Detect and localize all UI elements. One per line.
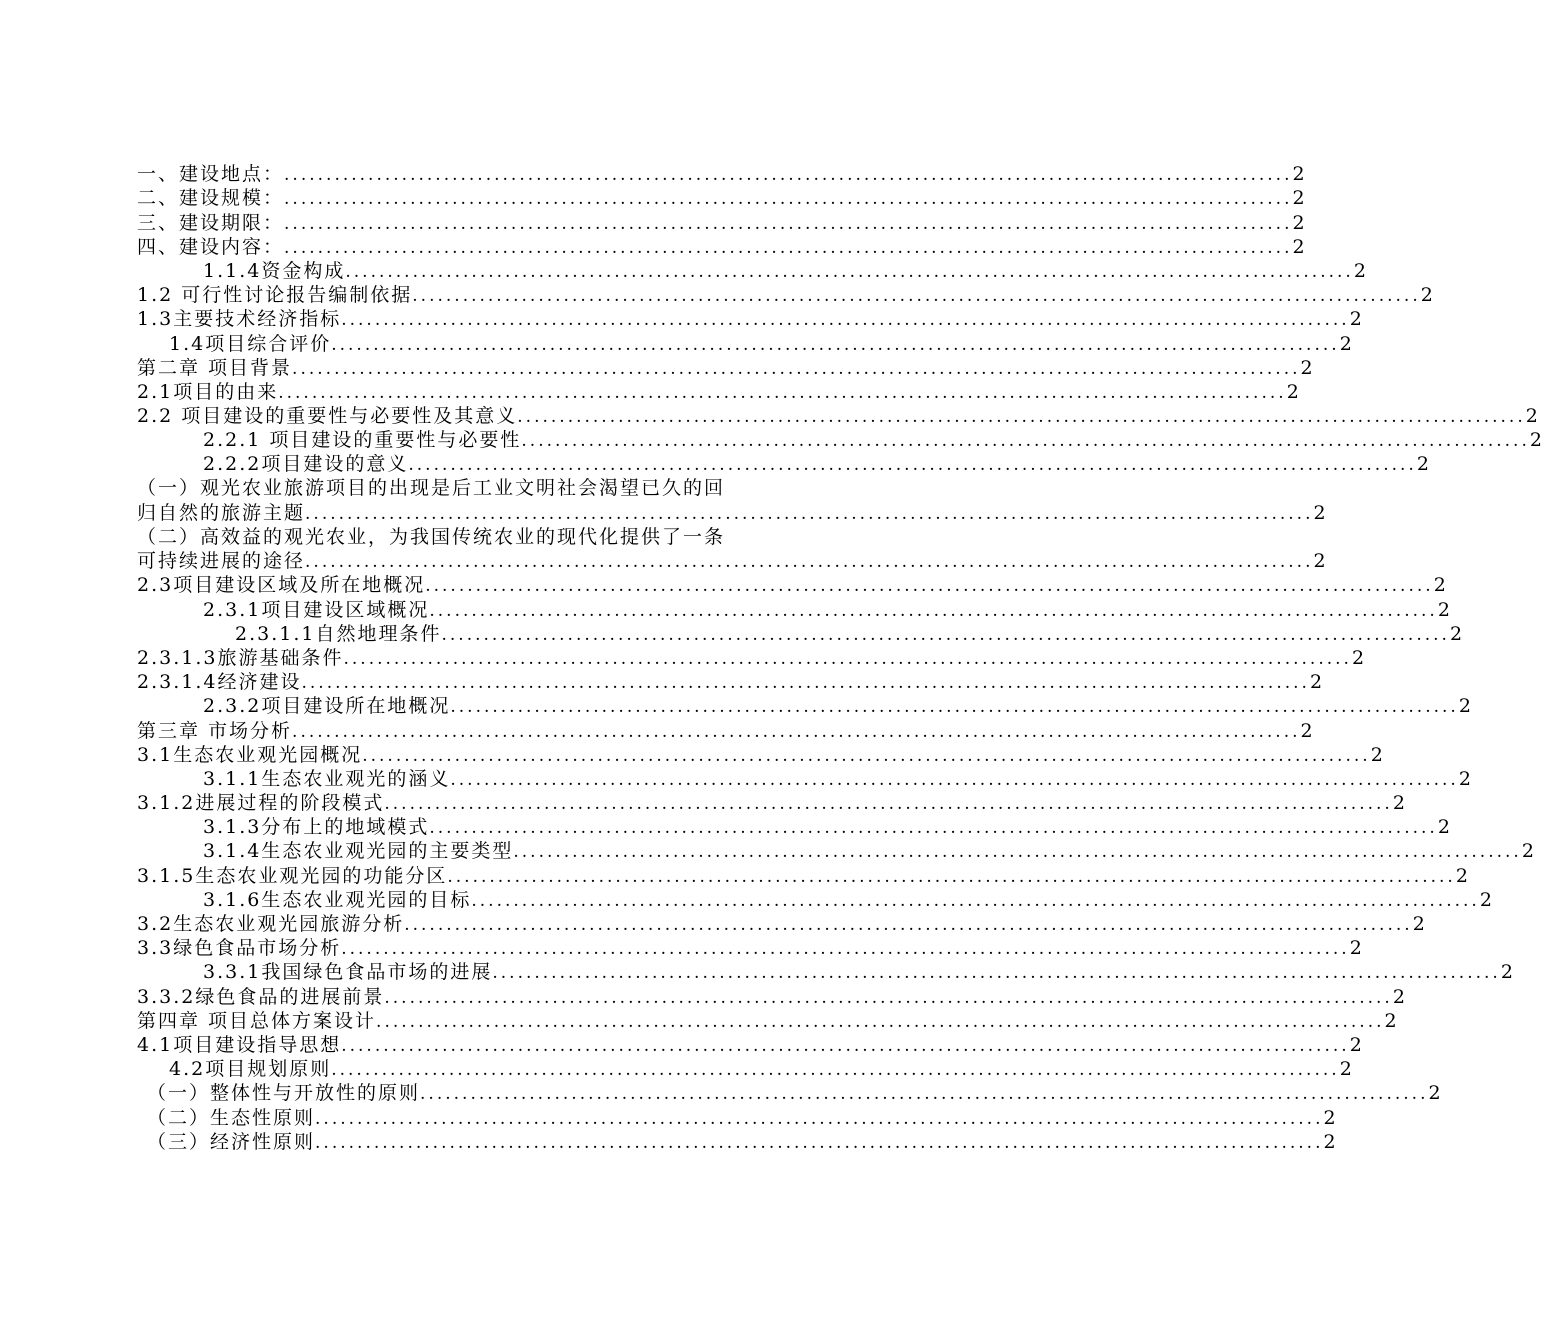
toc-entry-title: 3.1.2进展过程的阶段模式 — [137, 792, 385, 815]
toc-entry[interactable] — [137, 743, 1383, 767]
toc-leader-dots: ........................................................................................................................ — [384, 987, 1393, 1008]
toc-page-number: 2 — [1479, 888, 1492, 911]
toc-entry[interactable] — [137, 235, 1305, 259]
toc-entry[interactable] — [137, 1009, 1397, 1033]
toc-entry-title: 3.1.1生态农业观光的涵义 — [203, 767, 451, 790]
toc-entry-title: 2.2.1 项目建设的重要性与必要性 — [203, 429, 522, 452]
toc-entry[interactable] — [137, 356, 1313, 380]
toc-entry[interactable] — [137, 936, 1362, 960]
toc-entry-title: 1.2 可行性讨论报告编制依据 — [137, 284, 413, 307]
toc-leader-dots: ........................................................................................................................ — [450, 697, 1459, 718]
toc-entry-title: 3.3.1我国绿色食品市场的进展 — [203, 961, 493, 984]
toc-entry[interactable] — [137, 646, 1365, 670]
toc-page-number: 2 — [1349, 937, 1362, 960]
toc-entry-multiline[interactable] — [137, 525, 1326, 573]
toc-page-number: 2 — [1412, 913, 1425, 935]
toc-entry-title: 第三章 市场分析 — [137, 719, 293, 742]
toc-entry[interactable] — [137, 912, 1425, 936]
toc-entry-title: 3.1.3分布上的地域模式 — [203, 816, 430, 839]
toc-entry-multiline[interactable] — [137, 476, 1326, 524]
toc-leader-dots: ........................................................................................................................ — [517, 407, 1526, 428]
toc-leader-dots: ........................................................................................................................ — [362, 745, 1371, 766]
toc-entry[interactable] — [137, 162, 1305, 186]
toc-entry-title: 二、建设规模： — [137, 187, 285, 210]
toc-entry-title: 2.3.1.4经济建设 — [137, 671, 302, 694]
toc-entry-title: 3.3绿色食品市场分析 — [137, 937, 342, 960]
toc-leader-dots: ........................................................................................................................ — [441, 624, 1450, 645]
toc-leader-dots: ........................................................................................................................ — [412, 286, 1421, 307]
toc-page-number: 2 — [1525, 405, 1538, 428]
toc-leader-dots: ........................................................................................................................ — [305, 503, 1314, 524]
toc-entry[interactable] — [137, 839, 1534, 863]
toc-leader-dots: ........................................................................................................................ — [376, 1011, 1385, 1032]
toc-entry[interactable] — [137, 815, 1450, 839]
toc-page-number: 2 — [1433, 574, 1446, 597]
toc-entry[interactable] — [137, 1130, 1336, 1154]
toc-leader-dots: ........................................................................................................................ — [331, 1060, 1340, 1081]
toc-entry-title: 2.2.2项目建设的意义 — [203, 453, 409, 476]
toc-page-number: 2 — [1458, 695, 1471, 718]
toc-entry-title: （二）生态性原则 — [147, 1106, 316, 1129]
toc-entry[interactable] — [137, 283, 1433, 307]
toc-leader-dots: ........................................................................................................................ — [341, 310, 1350, 331]
toc-entry[interactable] — [137, 622, 1463, 646]
toc-entry[interactable] — [137, 1057, 1352, 1081]
toc-leader-dots: ........................................................................................................................ — [343, 648, 1352, 669]
toc-page-number: 2 — [1458, 767, 1471, 790]
toc-leader-dots: ........................................................................................................................ — [284, 237, 1293, 258]
toc-entry-title: 三、建设期限： — [137, 211, 285, 234]
toc-leader-dots: ........................................................................................................................ — [492, 963, 1501, 984]
toc-leader-dots: ........................................................................................................................ — [345, 261, 1354, 282]
toc-page-number: 2 — [1392, 792, 1405, 815]
toc-entry[interactable] — [137, 791, 1405, 815]
toc-page-number: 2 — [1370, 743, 1383, 766]
toc-entry-title-line1: （一）观光农业旅游项目的出现是后工业文明社会渴望已久的回 — [137, 477, 726, 500]
toc-leader-dots: ........................................................................................................................ — [301, 673, 1310, 694]
toc-leader-dots: ........................................................................................................................ — [447, 866, 1456, 887]
toc-page-number: 2 — [1323, 1106, 1336, 1129]
toc-entry-title: 2.3.2项目建设所在地概况 — [203, 695, 451, 718]
toc-leader-dots: ........................................................................................................................ — [341, 939, 1350, 960]
toc-page-number: 2 — [1339, 1058, 1352, 1081]
toc-leader-dots: ........................................................................................................................ — [284, 165, 1293, 186]
toc-leader-dots: ........................................................................................................................ — [278, 382, 1287, 403]
toc-entry[interactable] — [137, 984, 1405, 1008]
toc-entry-title: 3.2生态农业观光园旅游分析 — [137, 913, 405, 935]
toc-entry[interactable] — [137, 1105, 1336, 1129]
toc-entry-title: 3.3.2绿色食品的进展前景 — [137, 985, 385, 1008]
toc-entry-title: 1.4项目综合评价 — [169, 332, 332, 355]
toc-entry-title: 3.1生态农业观光园概况 — [137, 743, 363, 766]
toc-leader-dots: ........................................................................................................................ — [450, 769, 1459, 790]
toc-entry[interactable] — [137, 694, 1471, 718]
toc-entry[interactable] — [137, 597, 1450, 621]
toc-page-number: 2 — [1286, 380, 1299, 403]
toc-entry[interactable] — [137, 259, 1366, 283]
toc-page-number: 2 — [1300, 356, 1313, 379]
toc-leader-dots: ........................................................................................................................ — [384, 794, 1393, 815]
toc-entry-title: （一）整体性与开放性的原则 — [147, 1082, 421, 1105]
toc-entry[interactable] — [137, 307, 1362, 331]
toc-entry[interactable] — [137, 331, 1352, 355]
toc-entry[interactable] — [137, 888, 1492, 912]
toc-page-number: 2 — [1349, 1033, 1362, 1056]
toc-entry-title-line1: （二）高效益的观光农业，为我国传统农业的现代化提供了一条 — [137, 525, 726, 548]
toc-entry-title: 3.1.5生态农业观光园的功能分区 — [137, 864, 448, 887]
table-of-contents — [137, 162, 1542, 1154]
toc-page-number: 2 — [1309, 671, 1323, 694]
toc-entry[interactable] — [137, 573, 1446, 597]
toc-page-number: 2 — [1392, 985, 1405, 1008]
toc-leader-dots: ........................................................................................................................ — [429, 818, 1438, 839]
toc-page-number: 2 — [1449, 622, 1463, 645]
toc-page-number: 2 — [1455, 864, 1468, 887]
toc-page-number: 2 — [1521, 840, 1534, 863]
toc-page-number: 2 — [1420, 284, 1433, 307]
toc-leader-dots: ........................................................................................................................ — [305, 552, 1314, 573]
toc-entry-title: 第四章 项目总体方案设计 — [137, 1009, 377, 1032]
toc-page-number: 2 — [1416, 453, 1429, 476]
toc-page-number: 2 — [1300, 719, 1313, 742]
toc-leader-dots: ........................................................................................................................ — [408, 455, 1417, 476]
toc-leader-dots: ........................................................................................................................ — [284, 213, 1293, 234]
toc-leader-dots: ........................................................................................................................ — [315, 1132, 1324, 1153]
toc-entry-title: （三）经济性原则 — [147, 1130, 316, 1153]
toc-entry-title: 2.3.1.3旅游基础条件 — [137, 646, 344, 669]
toc-leader-dots: ........................................................................................................................ — [331, 334, 1340, 355]
toc-entry[interactable] — [137, 1081, 1441, 1105]
toc-entry-title-line2-row — [137, 549, 1326, 573]
toc-entry-title: 2.2 项目建设的重要性与必要性及其意义 — [137, 405, 518, 428]
toc-leader-dots: ........................................................................................................................ — [429, 600, 1438, 621]
toc-page-number: 2 — [1313, 501, 1326, 524]
toc-page-number: 2 — [1313, 549, 1326, 572]
toc-entry-title: 第二章 项目背景 — [137, 356, 293, 379]
toc-entry[interactable] — [137, 767, 1471, 791]
toc-leader-dots: ........................................................................................................................ — [341, 1035, 1350, 1056]
toc-entry[interactable] — [137, 428, 1542, 452]
toc-entry-title: 2.3.1.1自然地理条件 — [235, 622, 442, 645]
toc-entry[interactable] — [137, 186, 1305, 210]
toc-page-number: 2 — [1339, 332, 1352, 355]
toc-leader-dots: ........................................................................................................................ — [425, 576, 1434, 597]
toc-page-number: 2 — [1323, 1130, 1336, 1153]
toc-entry-title-line2: 可持续进展的途径 — [137, 549, 306, 572]
toc-leader-dots: ........................................................................................................................ — [292, 721, 1301, 742]
toc-entry[interactable] — [137, 380, 1299, 404]
toc-entry[interactable] — [137, 670, 1323, 694]
toc-entry[interactable] — [137, 863, 1468, 887]
toc-entry-title: 4.1项目建设指导思想 — [137, 1033, 342, 1056]
toc-entry[interactable] — [137, 452, 1429, 476]
toc-entry-title: 3.1.4生态农业观光园的主要类型 — [203, 840, 514, 863]
toc-entry[interactable] — [137, 404, 1538, 428]
toc-page-number: 2 — [1428, 1082, 1441, 1105]
toc-leader-dots: ........................................................................................................................ — [513, 842, 1522, 863]
toc-page-number: 2 — [1437, 598, 1450, 621]
toc-entry-title: 四、建设内容： — [137, 235, 285, 258]
toc-entry[interactable] — [137, 718, 1313, 742]
toc-entry[interactable] — [137, 960, 1513, 984]
toc-page-number: 2 — [1353, 259, 1366, 282]
toc-entry-title: 2.3.1项目建设区域概况 — [203, 598, 430, 621]
toc-page-number: 2 — [1292, 235, 1305, 258]
toc-entry-title: 2.3项目建设区域及所在地概况 — [137, 574, 426, 597]
toc-entry-title: 4.2项目规划原则 — [169, 1058, 332, 1081]
toc-entry-title-line2: 归自然的旅游主题 — [137, 501, 306, 524]
toc-entry-title: 一、建设地点： — [137, 163, 285, 186]
toc-leader-dots: ........................................................................................................................ — [404, 915, 1413, 935]
toc-page-number: 2 — [1384, 1009, 1397, 1032]
toc-leader-dots: ........................................................................................................................ — [521, 431, 1530, 452]
toc-page-number: 2 — [1529, 429, 1542, 452]
toc-page-number: 2 — [1349, 308, 1362, 331]
toc-page-number: 2 — [1500, 961, 1513, 984]
toc-entry-title: 2.1项目的由来 — [137, 380, 279, 403]
toc-page-number: 2 — [1292, 163, 1305, 186]
toc-page-number: 2 — [1351, 646, 1365, 669]
toc-leader-dots: ........................................................................................................................ — [292, 358, 1301, 379]
toc-leader-dots: ........................................................................................................................ — [471, 890, 1480, 911]
toc-page-number: 2 — [1292, 187, 1305, 210]
toc-leader-dots: ........................................................................................................................ — [284, 189, 1293, 210]
toc-leader-dots: ........................................................................................................................ — [315, 1108, 1324, 1129]
toc-entry-title: 1.3主要技术经济指标 — [137, 308, 342, 331]
toc-entry-title-line2-row — [137, 501, 1326, 525]
toc-entry-title: 1.1.4资金构成 — [203, 259, 346, 282]
toc-entry[interactable] — [137, 1033, 1362, 1057]
toc-entry-title: 3.1.6生态农业观光园的目标 — [203, 888, 472, 911]
toc-page-number: 2 — [1437, 816, 1450, 839]
toc-leader-dots: ........................................................................................................................ — [420, 1084, 1429, 1105]
toc-entry[interactable] — [137, 210, 1305, 234]
toc-page-number: 2 — [1292, 211, 1305, 234]
